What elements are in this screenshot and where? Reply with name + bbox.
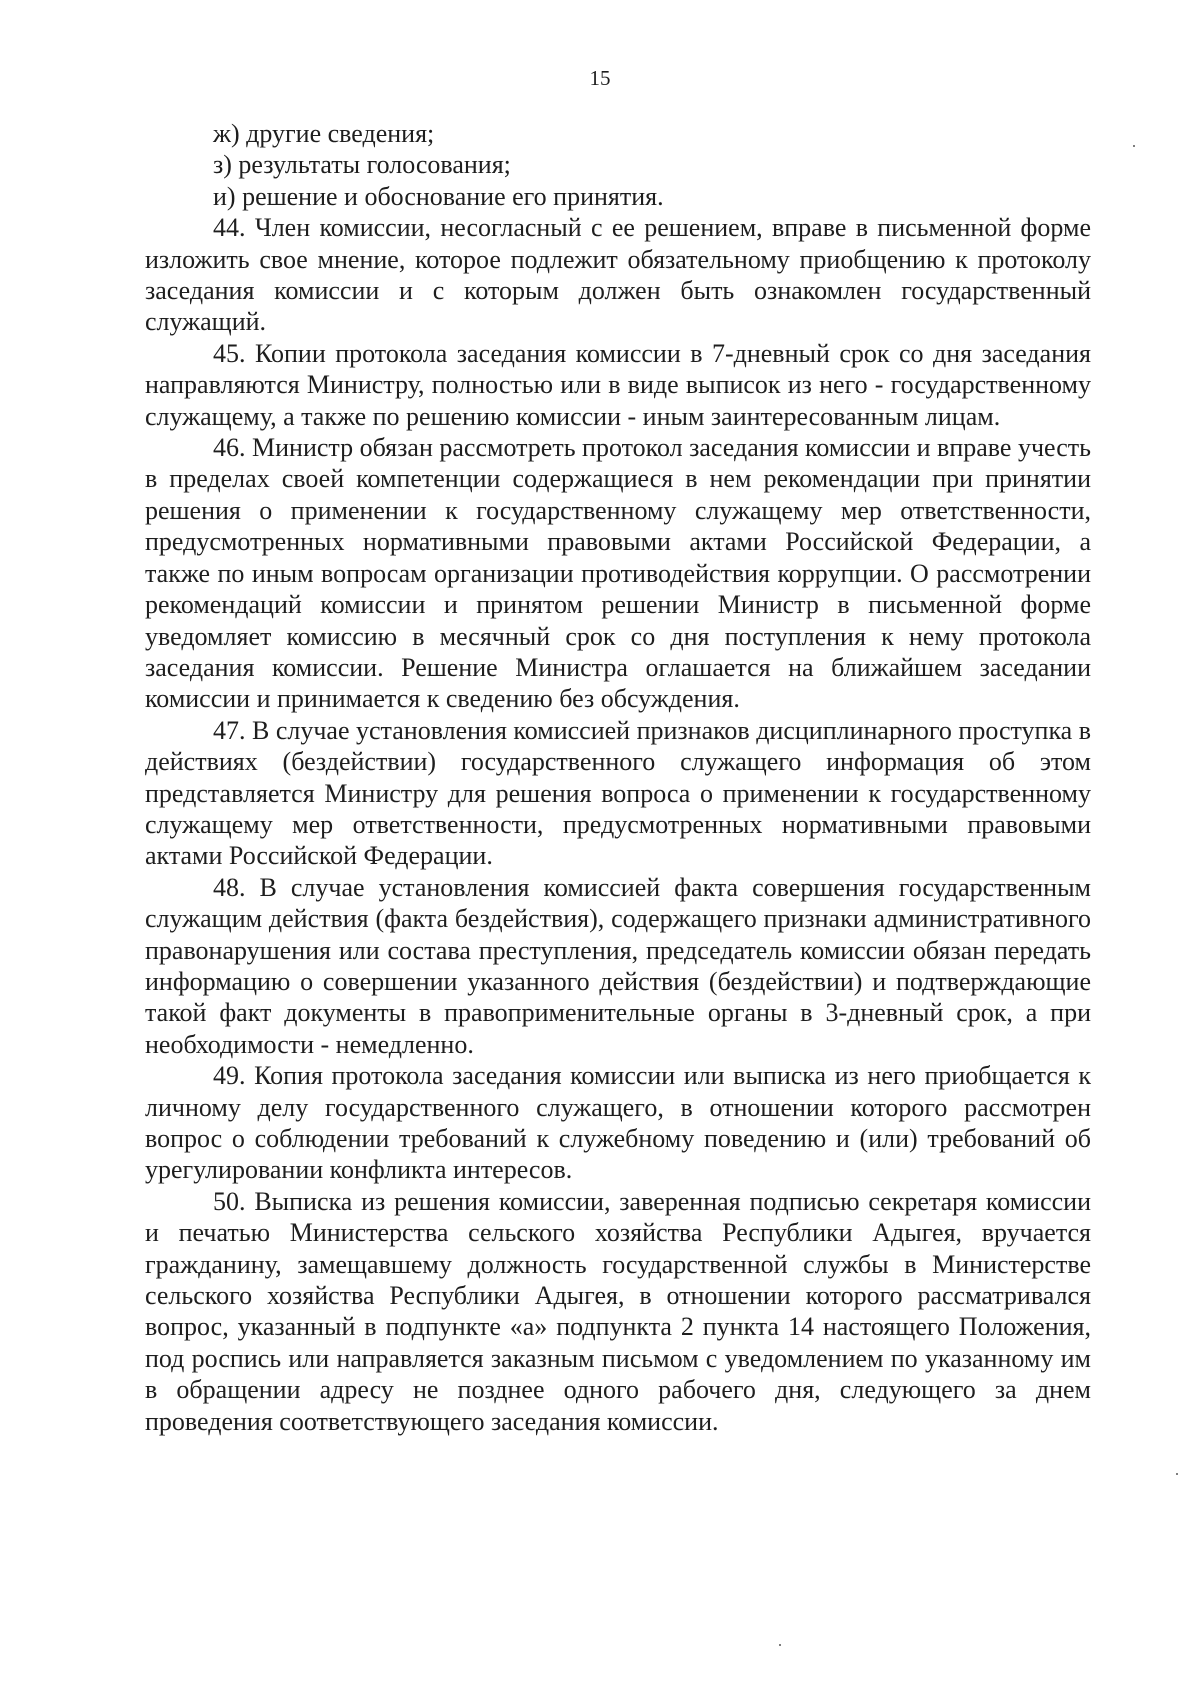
paragraph-49: 49. Копия протокола заседания комиссии или выписка из него приобщается к личному делу государственного служащего, в отношении которого рассмотрен вопрос о соблюдении требований к служебному поведению и (или) требований об урегулировании конфликта интересов.: [145, 1061, 1091, 1185]
list-item-zh: ж) другие сведения;: [213, 119, 435, 148]
paragraph-46: 46. Министр обязан рассмотреть протокол заседания комиссии и вправе учесть в пределах своей компетенции содержащиеся в нем рекомендации при принятии решения о применении к государственному служащему мер ответственности, предусмотренных нормативными правовыми актами Российской Федерации, а также по иным вопросам организации противодействия коррупции. О рассмотрении рекомендаций комиссии и принятом решении Министр в письменной форме уведомляет комиссию в месячный срок со дня поступления к нему протокола заседания комиссии. Решение Министра оглашается на ближайшем заседании комиссии и принимается к сведению без обсуждения.: [145, 433, 1091, 714]
page-number: 15: [589, 66, 611, 90]
paragraph-47: 47. В случае установления комиссией признаков дисциплинарного проступка в действиях (бездействии) государственного служащего информация об этом представляется Министру для решения вопроса о применении к государственному служащему мер ответственности, предусмотренных нормативными правовыми актами Российской Федерации.: [145, 715, 1091, 871]
scan-speck: [1133, 145, 1135, 147]
list-item-z: з) результаты голосования;: [213, 150, 511, 180]
list-item-i: и) решение и обоснование его принятия.: [213, 181, 664, 211]
paragraph-45: 45. Копии протокола заседания комиссии в 7-дневный срок со дня заседания направляются Министру, полностью или в виде выписок из него - государственному служащему, а также по решению комиссии - иным заинтересованным лицам.: [145, 338, 1091, 431]
scan-speck: [1176, 1473, 1178, 1475]
scan-speck: [779, 1644, 781, 1646]
paragraph-44: 44. Член комиссии, несогласный с ее решением, вправе в письменной форме изложить свое мнение, которое подлежит обязательному приобщению к протоколу заседания комиссии и с которым должен быть ознакомлен государственный служащий.: [145, 213, 1091, 337]
paragraph-50: 50. Выписка из решения комиссии, заверенная подписью секретаря комиссии и печатью Министерства сельского хозяйства Республики Адыгея, вручается гражданину, замещавшему должность государственной службы в Министерстве сельского хозяйства Республики Адыгея, в отношении которого рассматривался вопрос, указанный в подпункте «а» подпункта 2 пункта 14 настоящего Положения, под роспись или направляется заказным письмом с уведомлением по указанному им в обращении адресу не позднее одного рабочего дня, следующего за днем проведения соответствующего заседания комиссии.: [145, 1186, 1091, 1436]
paragraph-48: 48. В случае установления комиссией факта совершения государственным служащим действия (факта бездействия), содержащего признаки административного правонарушения или состава преступления, председатель комиссии обязан передать информацию о совершении указанного действия (бездействии) и подтверждающие такой факт документы в правоприменительные органы в 3-дневный срок, а при необходимости - немедленно.: [145, 872, 1091, 1059]
document-body: [145, 118, 1091, 1437]
